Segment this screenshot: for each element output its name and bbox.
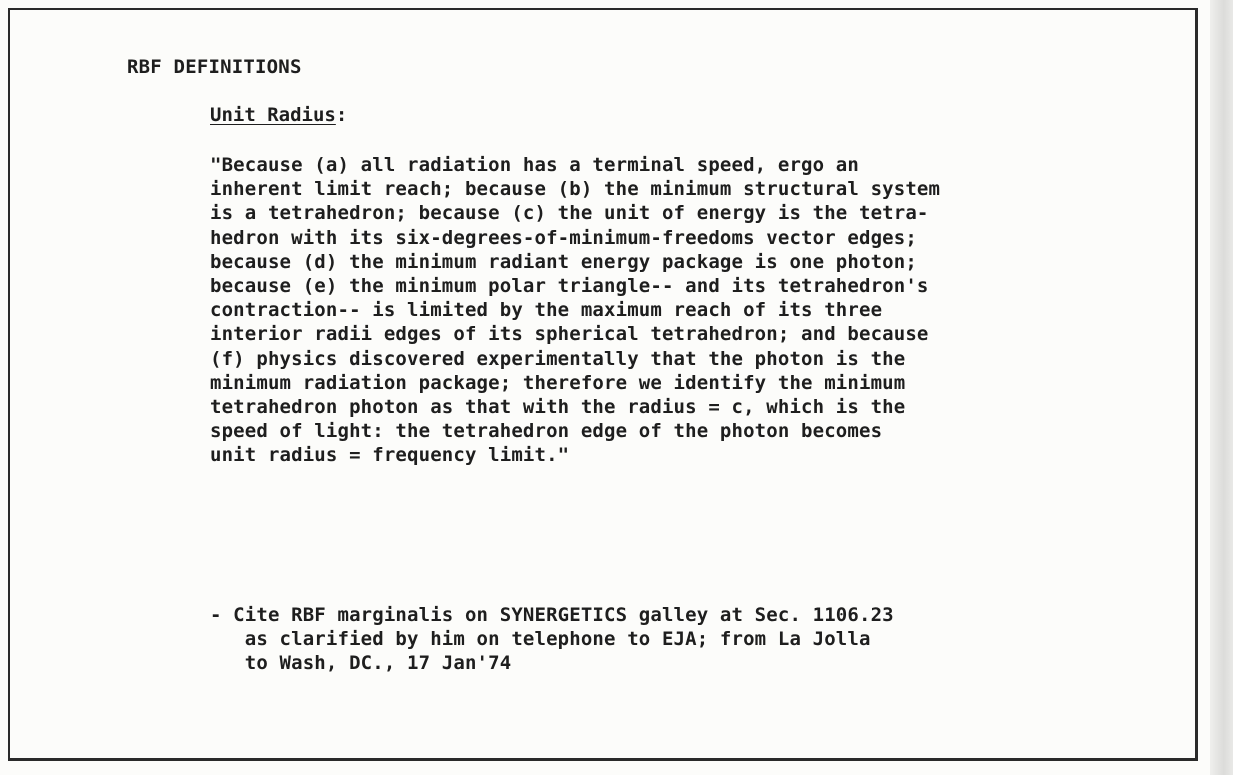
quote-line: "Because (a) all radiation has a terminal speed, ergo an <box>210 154 859 176</box>
quote-line: because (d) the minimum radiant energy package is one photon; <box>210 250 917 273</box>
definition-quote <box>210 153 1110 468</box>
subheading-colon: : <box>335 104 348 126</box>
definition-subheading <box>210 104 347 126</box>
citation-line: - Cite RBF marginalis on SYNERGETICS galley at Sec. 1106.23 <box>210 604 894 626</box>
quote-line: interior radii edges of its spherical tetrahedron; and because <box>210 323 929 346</box>
quote-line: is a tetrahedron; because (c) the unit of energy is the tetra- <box>210 202 929 225</box>
quote-line: hedron with its six-degrees-of-minimum-freedoms vector edges; <box>210 226 917 249</box>
quote-line: minimum radiation package; therefore we identify the minimum <box>210 371 906 394</box>
quote-line: inherent limit reach; because (b) the minimum structural system <box>210 178 941 201</box>
quote-line: because (e) the minimum polar triangle-- and its tetrahedron's <box>210 275 929 298</box>
quote-line: unit radius = frequency limit." <box>210 444 570 467</box>
quote-line: contraction-- is limited by the maximum reach of its three <box>210 299 883 322</box>
document-heading: RBF DEFINITIONS <box>127 56 302 78</box>
quote-line: speed of light: the tetrahedron edge of the photon becomes <box>210 420 883 443</box>
citation <box>210 603 1110 675</box>
citation-line: as clarified by him on telephone to EJA; from La Jolla <box>210 628 871 650</box>
page-edge <box>1210 0 1233 775</box>
quote-line: tetrahedron photon as that with the radius = c, which is the <box>210 396 906 419</box>
citation-line: to Wash, DC., 17 Jan'74 <box>210 652 512 674</box>
subheading-term: Unit Radius <box>210 104 336 126</box>
quote-line: (f) physics discovered experimentally that the photon is the <box>210 347 906 370</box>
